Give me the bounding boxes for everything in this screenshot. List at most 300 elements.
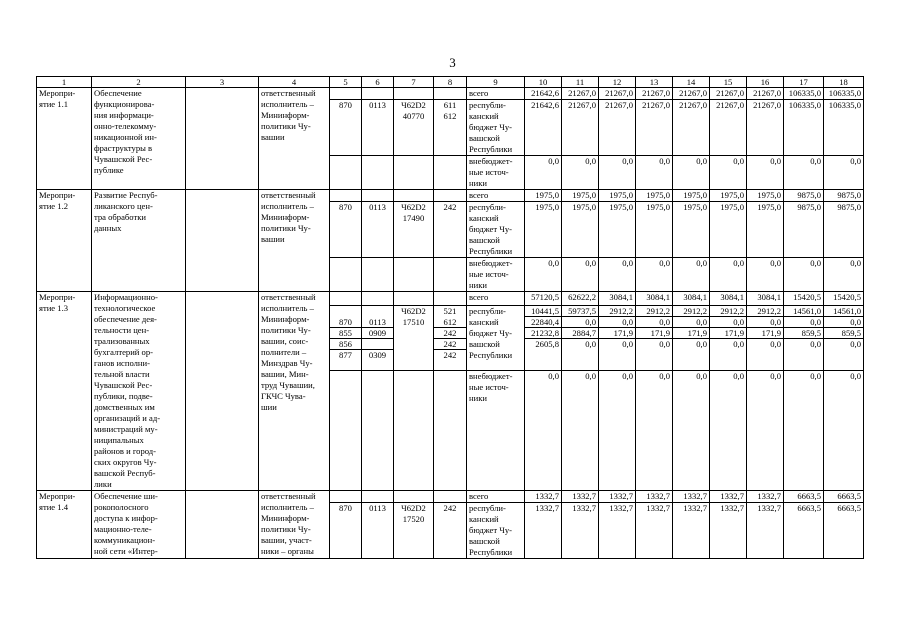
table-row <box>37 292 864 306</box>
col-num: 18 <box>824 77 864 88</box>
text-line: 611 <box>443 100 457 111</box>
text-line: онно-телекомму- <box>94 121 157 131</box>
amount-cell: 0,0 <box>599 156 636 190</box>
text-line: вашской <box>469 339 500 350</box>
table-row <box>37 491 864 503</box>
text-line: Ч62D2 <box>401 306 426 317</box>
text-line: публике <box>94 165 124 175</box>
amount-cell: 21267,0 <box>599 88 636 100</box>
amount-stack <box>673 306 710 371</box>
grbs-code: 855 <box>330 328 361 339</box>
text-line: организаций и ад- <box>94 413 161 424</box>
amount-cell: 0,0 <box>710 371 747 491</box>
amount-value: 0,0 <box>585 339 596 350</box>
amount-cell: 0,0 <box>824 156 864 190</box>
text-line: 17520 <box>402 514 425 525</box>
event-description <box>92 292 186 491</box>
amount-cell: 0,0 <box>747 156 784 190</box>
text-line: Республики <box>469 246 513 257</box>
amount-cell: 15420,5 <box>784 292 824 306</box>
amount-cell: 0,0 <box>673 156 710 190</box>
amount-cell: 6663,5 <box>824 491 864 503</box>
text-line: ники <box>469 393 487 404</box>
amount-value: 0,0 <box>673 317 709 328</box>
text-line: ятие 1.4 <box>39 502 69 513</box>
text-line: Чувашской Рес- <box>94 380 153 391</box>
funding-source <box>467 258 525 292</box>
executor-cell <box>259 491 330 559</box>
amount-cell: 1332,7 <box>710 491 747 503</box>
vr-code: 242 <box>443 350 457 361</box>
text-line: Меропри- <box>39 292 76 303</box>
empty-cell <box>362 292 394 306</box>
amount-cell: 0,0 <box>636 156 673 190</box>
amount-value: 0,0 <box>599 317 635 328</box>
grbs-code: 870 <box>330 202 362 258</box>
text-line: Ч62D2 <box>401 100 426 111</box>
text-line: вашии <box>261 234 285 245</box>
amount-cell: 21267,0 <box>673 88 710 100</box>
amount-value: 0,0 <box>696 339 707 350</box>
amount-value: 10441,5 <box>525 306 561 317</box>
text-line: никационной ин- <box>94 132 157 142</box>
amount-cell: 1975,0 <box>562 190 599 202</box>
col-num: 7 <box>394 77 434 88</box>
col-num: 17 <box>784 77 824 88</box>
text-line: Мининформ- <box>261 110 310 120</box>
executor-cell <box>259 190 330 292</box>
amount-cell: 0,0 <box>599 371 636 491</box>
event-description <box>92 491 186 559</box>
funding-source <box>467 202 525 258</box>
col-num: 12 <box>599 77 636 88</box>
empty-cell <box>330 190 362 202</box>
empty-cell <box>434 491 467 503</box>
amount-stack <box>599 306 636 371</box>
col-num: 13 <box>636 77 673 88</box>
amount-stack <box>710 306 747 371</box>
text-line: Республики <box>469 547 513 558</box>
amount-cell: 1332,7 <box>525 491 562 503</box>
empty-cell <box>362 88 394 100</box>
text-line: ники <box>469 280 487 291</box>
text-line: канский <box>469 317 499 328</box>
amount-cell: 0,0 <box>673 258 710 292</box>
amount-cell: 3084,1 <box>747 292 784 306</box>
funding-source <box>467 491 525 503</box>
column-number-row <box>37 77 864 88</box>
col-num: 2 <box>92 77 186 88</box>
amount-value: 2912,2 <box>747 306 783 317</box>
text-line: исполнитель – <box>261 502 314 513</box>
empty-cell <box>394 292 434 306</box>
amount-value: 2605,8 <box>535 339 559 350</box>
text-line: бухгалтерий ор- <box>94 347 154 358</box>
amount-cell: 0,0 <box>562 371 599 491</box>
text-line: ганов исполни- <box>94 358 150 369</box>
event-name <box>37 491 92 559</box>
text-line: бюджет Чу- <box>469 224 513 235</box>
rzpr-stack <box>362 306 394 371</box>
amount-cell: 3084,1 <box>599 292 636 306</box>
text-line: Информационно- <box>94 292 158 303</box>
amount-value: 0,0 <box>810 339 821 350</box>
text-line: министраций му- <box>94 424 158 435</box>
page-number: 3 <box>449 55 456 70</box>
text-line: труд Чувашии, <box>261 380 315 391</box>
text-line: всего <box>469 88 489 98</box>
amount-value: 0,0 <box>710 317 746 328</box>
amount-cell: 6663,5 <box>784 491 824 503</box>
event-description <box>92 88 186 190</box>
empty-cell <box>362 156 394 190</box>
amount-cell: 21642,6 <box>525 100 562 156</box>
rzpr-code: 0113 <box>362 503 394 559</box>
amount-value: 2884,7 <box>562 328 598 339</box>
amount-cell: 9875,0 <box>824 202 864 258</box>
text-line: Ч62D2 <box>401 503 426 514</box>
text-line: республи- <box>469 503 506 514</box>
empty-cell <box>434 190 467 202</box>
empty-cell <box>186 190 259 292</box>
amount-cell: 21267,0 <box>636 88 673 100</box>
text-line: вашии, участ- <box>261 535 312 546</box>
text-line: лики <box>94 479 112 490</box>
amount-cell: 0,0 <box>525 258 562 292</box>
text-line: Обеспечение <box>94 88 142 98</box>
grbs-code: 870 <box>330 317 361 328</box>
amount-cell: 9875,0 <box>824 190 864 202</box>
amount-cell: 1975,0 <box>599 190 636 202</box>
text-line: 242 <box>443 202 457 213</box>
rzpr-code: 0309 <box>368 350 387 361</box>
empty-cell <box>362 371 394 491</box>
text-line: Минздрав Чу- <box>261 358 313 369</box>
empty-cell <box>362 258 394 292</box>
amount-cell: 0,0 <box>824 258 864 292</box>
text-line: Республики <box>469 350 513 361</box>
text-line: публики, подве- <box>94 391 153 402</box>
text-line: ники <box>469 178 487 189</box>
empty-cell <box>186 88 259 190</box>
amount-cell: 3084,1 <box>673 292 710 306</box>
rzpr-code: 0113 <box>362 202 394 258</box>
text-line: Обеспечение ши- <box>94 491 158 502</box>
text-line: внебюджет- <box>469 258 513 269</box>
empty-cell <box>434 88 467 100</box>
text-line: Республики <box>469 144 513 155</box>
amount-stack <box>784 306 824 371</box>
grbs-code: 870 <box>330 503 362 559</box>
amount-cell: 21267,0 <box>599 100 636 156</box>
amount-value: 2912,2 <box>599 306 635 317</box>
text-line: ятие 1.3 <box>39 303 69 314</box>
text-line: политики Чу- <box>261 325 311 336</box>
text-line: ответственный <box>261 491 316 502</box>
text-line: районов и город- <box>94 446 157 457</box>
amount-cell: 1332,7 <box>562 503 599 559</box>
text-line: 40770 <box>402 111 425 122</box>
empty-cell <box>330 371 362 491</box>
text-line: ные источ- <box>469 382 509 393</box>
csr-code <box>394 306 434 371</box>
amount-cell: 21267,0 <box>710 100 747 156</box>
amount-cell: 6663,5 <box>824 503 864 559</box>
text-line: Мининформ- <box>261 513 310 524</box>
amount-cell: 0,0 <box>636 371 673 491</box>
amount-cell: 1975,0 <box>636 202 673 258</box>
amount-cell: 1975,0 <box>525 190 562 202</box>
text-line: 242 <box>443 503 457 514</box>
amount-value: 0,0 <box>622 339 633 350</box>
amount-cell: 1332,7 <box>636 503 673 559</box>
empty-cell <box>186 491 259 559</box>
text-line: доступа к инфор- <box>94 513 158 524</box>
vr-code: 242 <box>434 339 466 350</box>
text-line: функционирова- <box>94 99 155 109</box>
col-num: 5 <box>330 77 362 88</box>
empty-cell <box>330 258 362 292</box>
empty-cell <box>434 156 467 190</box>
text-line: ских округов Чу- <box>94 457 157 468</box>
amount-cell: 9875,0 <box>784 202 824 258</box>
text-line: ные источ- <box>469 167 509 178</box>
amount-value: 0,0 <box>770 339 781 350</box>
text-line: мационно-теле- <box>94 524 152 535</box>
amount-cell: 0,0 <box>673 371 710 491</box>
col-num: 11 <box>562 77 599 88</box>
executor-cell <box>259 88 330 190</box>
amount-cell: 106335,0 <box>784 88 824 100</box>
funding-source <box>467 292 525 306</box>
amount-cell: 0,0 <box>784 258 824 292</box>
amount-value: 0,0 <box>659 339 670 350</box>
empty-cell <box>394 88 434 100</box>
col-num: 15 <box>710 77 747 88</box>
amount-cell: 62622,2 <box>562 292 599 306</box>
text-line: Меропри- <box>39 190 76 201</box>
empty-cell <box>394 371 434 491</box>
text-line: Чувашской Рес- <box>94 154 153 164</box>
amount-stack <box>747 306 784 371</box>
amount-cell: 21267,0 <box>747 100 784 156</box>
funding-source <box>467 190 525 202</box>
amount-cell: 1975,0 <box>747 190 784 202</box>
text-line: канский <box>469 514 499 525</box>
csr-code <box>394 100 434 156</box>
text-line: всего <box>469 190 489 201</box>
amount-stack <box>824 306 864 371</box>
col-num: 8 <box>434 77 467 88</box>
text-line: технологическое <box>94 303 156 314</box>
vr-code: 242 <box>434 328 466 339</box>
amount-cell: 57120,5 <box>525 292 562 306</box>
col-num: 16 <box>747 77 784 88</box>
col-num: 6 <box>362 77 394 88</box>
empty-cell <box>434 258 467 292</box>
empty-cell <box>330 292 362 306</box>
amount-value: 21232,8 <box>525 328 561 339</box>
text-line: политики Чу- <box>261 223 311 234</box>
text-line: внебюджет- <box>469 156 513 167</box>
col-num: 10 <box>525 77 562 88</box>
text-line: рокополосного <box>94 502 149 513</box>
text-line: вашии, Мин- <box>261 369 309 380</box>
csr-code <box>394 503 434 559</box>
empty-cell <box>186 292 259 491</box>
text-line: фраструктуры в <box>94 143 153 153</box>
table-row <box>37 190 864 202</box>
amount-cell: 0,0 <box>747 258 784 292</box>
text-line: тра обработки <box>94 212 146 223</box>
amount-cell: 106335,0 <box>784 100 824 156</box>
amount-cell: 21267,0 <box>562 100 599 156</box>
col-num: 1 <box>37 77 92 88</box>
text-line: бюджет Чу- <box>469 122 513 133</box>
text-line: шии <box>261 402 277 413</box>
text-line: вашской <box>469 536 500 547</box>
vr-stack <box>434 306 467 371</box>
amount-value: 171,9 <box>673 328 709 339</box>
amount-value: 171,9 <box>747 328 783 339</box>
text-line: тельной власти <box>94 369 150 380</box>
amount-cell: 0,0 <box>784 371 824 491</box>
funding-source <box>467 306 525 371</box>
text-line: вашии, соис- <box>261 336 309 347</box>
amount-value: 859,5 <box>784 328 823 339</box>
amount-value: 14561,0 <box>824 306 863 317</box>
empty-cell <box>362 190 394 202</box>
amount-cell: 3084,1 <box>710 292 747 306</box>
text-line: 17490 <box>402 213 425 224</box>
amount-cell: 1332,7 <box>599 503 636 559</box>
empty-cell <box>434 292 467 306</box>
text-line: Развитие Респуб- <box>94 190 158 201</box>
col-num: 3 <box>186 77 259 88</box>
text-line: канский <box>469 111 499 122</box>
text-line: 612 <box>443 111 457 122</box>
empty-cell <box>394 258 434 292</box>
grbs-code: 870 <box>330 100 362 156</box>
grbs-code: 877 <box>339 350 352 361</box>
amount-cell: 0,0 <box>710 258 747 292</box>
amount-cell: 1332,7 <box>525 503 562 559</box>
text-line: всего <box>469 491 489 502</box>
text-line: данных <box>94 223 122 234</box>
amount-cell: 1975,0 <box>710 202 747 258</box>
amount-cell: 21267,0 <box>636 100 673 156</box>
event-name <box>37 292 92 491</box>
text-line: ответственный <box>261 292 316 303</box>
amount-cell: 1332,7 <box>673 491 710 503</box>
text-line: полнители – <box>261 347 307 358</box>
amount-value: 171,9 <box>710 328 746 339</box>
amount-cell: 1975,0 <box>673 202 710 258</box>
text-line: внебюджет- <box>469 371 513 382</box>
amount-cell: 1332,7 <box>710 503 747 559</box>
amount-cell: 0,0 <box>710 156 747 190</box>
budget-table <box>36 76 864 559</box>
amount-cell: 0,0 <box>562 258 599 292</box>
amount-value: 0,0 <box>747 317 783 328</box>
text-line: ники – органы <box>261 546 314 557</box>
funding-source <box>467 156 525 190</box>
text-line: бюджет Чу- <box>469 525 513 536</box>
event-description <box>92 190 186 292</box>
text-line: политики Чу- <box>261 121 311 131</box>
text-line: ликанского цен- <box>94 201 153 212</box>
amount-cell: 0,0 <box>824 371 864 491</box>
amount-cell: 1332,7 <box>747 491 784 503</box>
amount-stack <box>525 306 562 371</box>
text-line: политики Чу- <box>261 524 311 535</box>
amount-value: 0,0 <box>850 339 861 350</box>
amount-cell: 21267,0 <box>747 88 784 100</box>
amount-stack <box>636 306 673 371</box>
text-line: обеспечение дея- <box>94 314 157 325</box>
text-line: ятие 1.1 <box>39 99 69 109</box>
vr-code <box>434 202 467 258</box>
amount-value: 22840,4 <box>525 317 561 328</box>
empty-cell <box>362 491 394 503</box>
text-line: вашии <box>261 132 285 142</box>
amount-cell: 9875,0 <box>784 190 824 202</box>
amount-cell: 1332,7 <box>673 503 710 559</box>
amount-cell: 21267,0 <box>673 100 710 156</box>
text-line: трализованных <box>94 336 150 347</box>
funding-source <box>467 100 525 156</box>
text-line: ные источ- <box>469 269 509 280</box>
amount-value: 0,0 <box>636 317 672 328</box>
amount-cell: 21642,6 <box>525 88 562 100</box>
amount-cell: 1975,0 <box>562 202 599 258</box>
amount-value: 0,0 <box>784 317 823 328</box>
text-line: коммуникацион- <box>94 535 156 546</box>
amount-value: 2912,2 <box>636 306 672 317</box>
text-line: ГКЧС Чува- <box>261 391 306 402</box>
text-line: Меропри- <box>39 491 76 502</box>
text-line: исполнитель – <box>261 99 314 109</box>
vr-code <box>434 100 467 156</box>
rzpr-code: 0909 <box>362 328 393 339</box>
funding-source <box>467 371 525 491</box>
amount-cell: 1332,7 <box>636 491 673 503</box>
grbs-stack <box>330 306 362 371</box>
funding-source <box>467 88 525 100</box>
text-line: бюджет Чу- <box>469 328 513 339</box>
amount-cell: 0,0 <box>599 258 636 292</box>
amount-cell: 3084,1 <box>636 292 673 306</box>
amount-cell: 1332,7 <box>562 491 599 503</box>
rzpr-code <box>362 339 393 350</box>
text-line: исполнитель – <box>261 303 314 314</box>
text-line: республи- <box>469 100 506 111</box>
empty-cell <box>394 491 434 503</box>
amount-value: 2912,2 <box>673 306 709 317</box>
amount-value: 14561,0 <box>784 306 823 317</box>
csr-code <box>394 202 434 258</box>
col-num: 4 <box>259 77 330 88</box>
text-line: Ч62D2 <box>401 202 426 213</box>
text-line: Мининформ- <box>261 314 310 325</box>
text-line: вашской <box>469 133 500 144</box>
amount-cell: 0,0 <box>636 258 673 292</box>
text-line: Меропри- <box>39 88 76 98</box>
amount-value: 0,0 <box>824 317 863 328</box>
amount-cell: 1332,7 <box>599 491 636 503</box>
empty-cell <box>434 371 467 491</box>
amount-cell: 6663,5 <box>784 503 824 559</box>
